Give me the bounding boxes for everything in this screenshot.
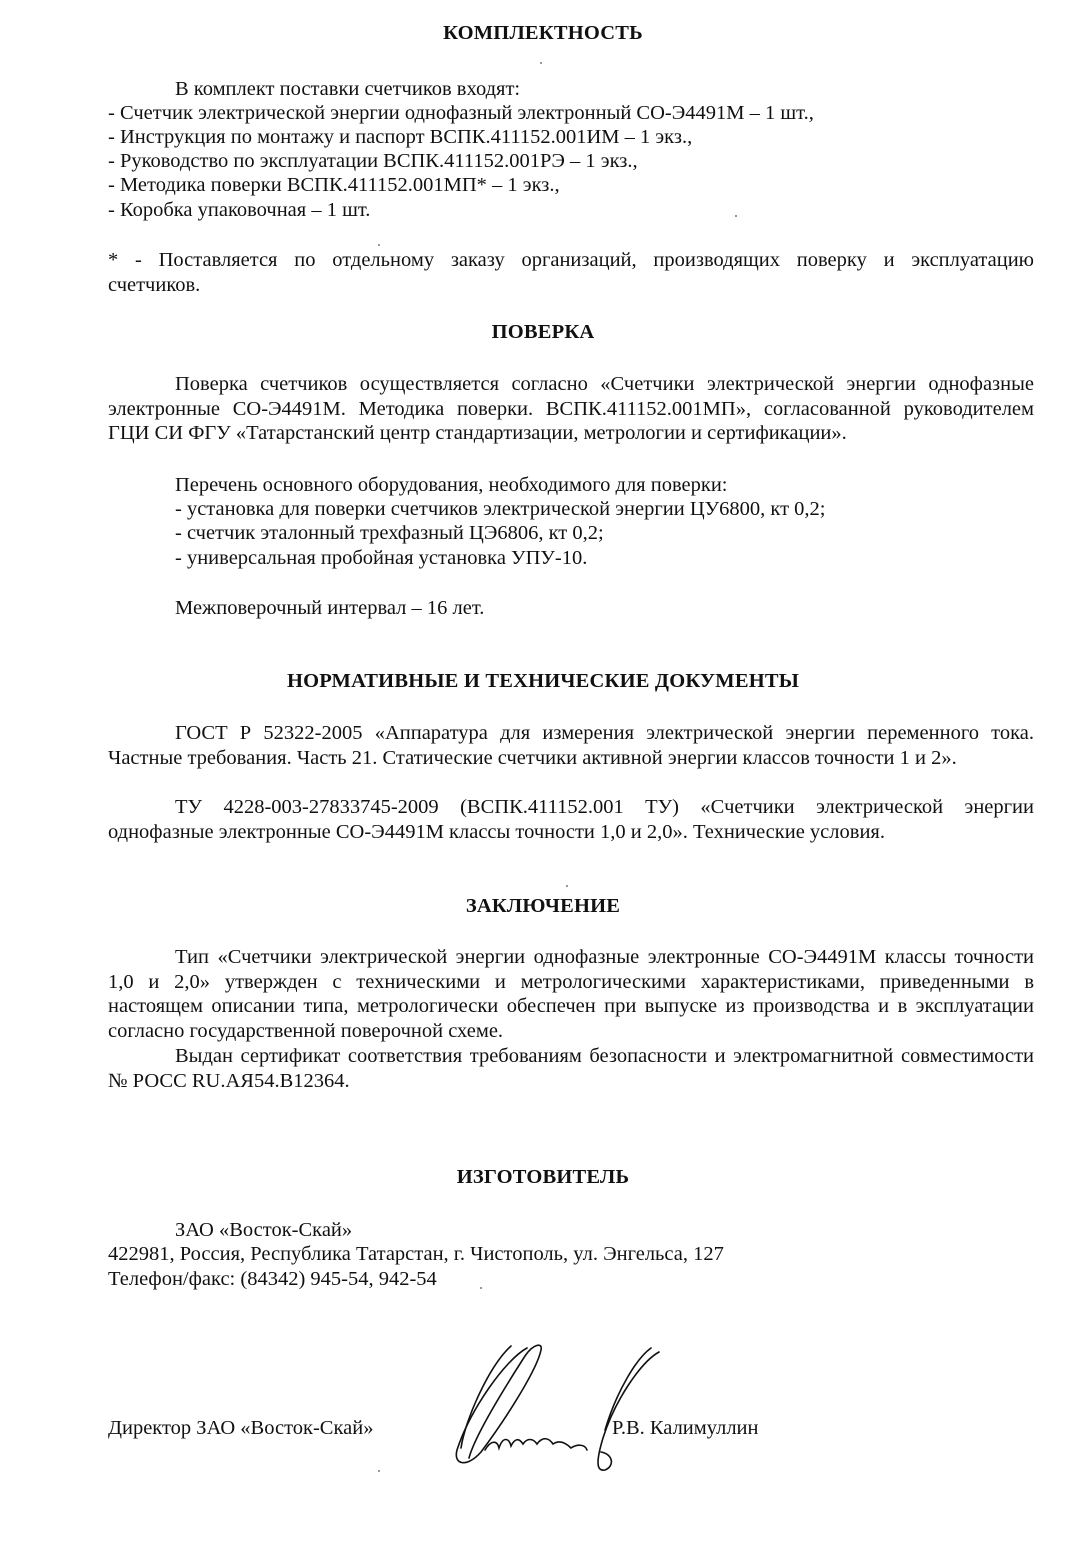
gost-text: ГОСТ Р 52322-2005 «Аппаратура для измерения электрической энергии переменного тока. Частные требования. Часть 21. Статические счетчики активной энергии классов точности 1 и 2». [108, 722, 1034, 769]
verification-interval: Межповерочный интервал – 16 лет. [175, 597, 485, 619]
manufacturer-phone: Телефон/факс: (84342) 945-54, 942-54 [108, 1268, 437, 1290]
section-title-documents: НОРМАТИВНЫЕ И ТЕХНИЧЕСКИЕ ДОКУМЕНТЫ [286, 670, 800, 692]
conclusion-paragraph-type [108, 945, 1034, 1043]
section-title-verification: ПОВЕРКА [491, 321, 595, 343]
equipment-item: - установка для поверки счетчиков электрической энергии ЦУ6800, кт 0,2; [175, 498, 826, 520]
documents-paragraph-tu [108, 795, 1034, 844]
section-title-completeness: КОМПЛЕКТНОСТЬ [443, 22, 643, 44]
certificate-text: Выдан сертификат соответствия требованиям безопасности и электромагнитной совместимости № РОСС RU.АЯ54.В12364. [108, 1045, 1034, 1092]
section-title-conclusion: ЗАКЛЮЧЕНИЕ [465, 895, 621, 917]
verification-paragraph [108, 372, 1034, 446]
conclusion-paragraph-certificate [108, 1044, 1034, 1093]
scan-speck [566, 885, 568, 887]
scan-speck [378, 244, 380, 246]
footnote: * - Поставляется по отдельному заказу организаций, производящих поверку и эксплуатацию [108, 249, 1034, 271]
completeness-item: - Методика поверки ВСПК.411152.001МП* – 1 экз., [108, 174, 560, 196]
scan-speck [378, 1470, 380, 1472]
scan-speck [540, 62, 542, 64]
signatory-position: Директор ЗАО «Восток-Скай» [108, 1417, 374, 1439]
equipment-item: - универсальная пробойная установка УПУ-10. [175, 547, 588, 569]
equipment-item: - счетчик эталонный трехфазный ЦЭ6806, кт 0,2; [175, 522, 604, 544]
tu-text: ТУ 4228-003-27833745-2009 (ВСПК.411152.001 ТУ) «Счетчики электрической энергии однофазные электронные СО-Э4491М классы точности 1,0 и 2,0». Технические условия. [108, 796, 1034, 843]
verification-text: Поверка счетчиков осуществляется согласно «Счетчики электрической энергии однофазные электронные СО-Э4491М. Методика поверки. ВСПК.411152.001МП», согласованной руководителем ГЦИ СИ ФГУ «Татарстанский центр стандартизации, метрологии и сертификации». [108, 373, 1034, 444]
equipment-intro: Перечень основного оборудования, необходимого для поверки: [175, 474, 728, 496]
completeness-item: - Коробка упаковочная – 1 шт. [108, 199, 371, 221]
completeness-item: - Руководство по эксплуатации ВСПК.411152.001РЭ – 1 экз., [108, 150, 638, 172]
conclusion-type-text: Тип «Счетчики электрической энергии однофазные электронные СО-Э4491М классы точности 1,0 и 2,0» утвержден с техническими и метрологическими характеристиками, приведенными в настоящем описании типа, метрологически обеспечен при выпуске из производства и в эксплуатации согласно государственной поверочной схеме. [108, 946, 1034, 1042]
scan-speck [480, 1287, 482, 1289]
documents-paragraph-gost [108, 721, 1034, 770]
manufacturer-name: ЗАО «Восток-Скай» [175, 1219, 353, 1241]
manufacturer-address: 422981, Россия, Республика Татарстан, г. Чистополь, ул. Энгельса, 127 [108, 1243, 724, 1265]
handwritten-signature-icon [445, 1340, 685, 1475]
completeness-item: - Инструкция по монтажу и паспорт ВСПК.411152.001ИМ – 1 экз., [108, 126, 693, 148]
scan-speck [735, 215, 737, 217]
section-title-manufacturer: ИЗГОТОВИТЕЛЬ [456, 1166, 630, 1188]
completeness-item: - Счетчик электрической энергии однофазный электронный СО-Э4491М – 1 шт., [108, 102, 814, 124]
footnote-cont: счетчиков. [108, 274, 201, 296]
signatory-name: Р.В. Калимуллин [612, 1417, 759, 1439]
completeness-intro: В комплект поставки счетчиков входят: [175, 78, 521, 100]
